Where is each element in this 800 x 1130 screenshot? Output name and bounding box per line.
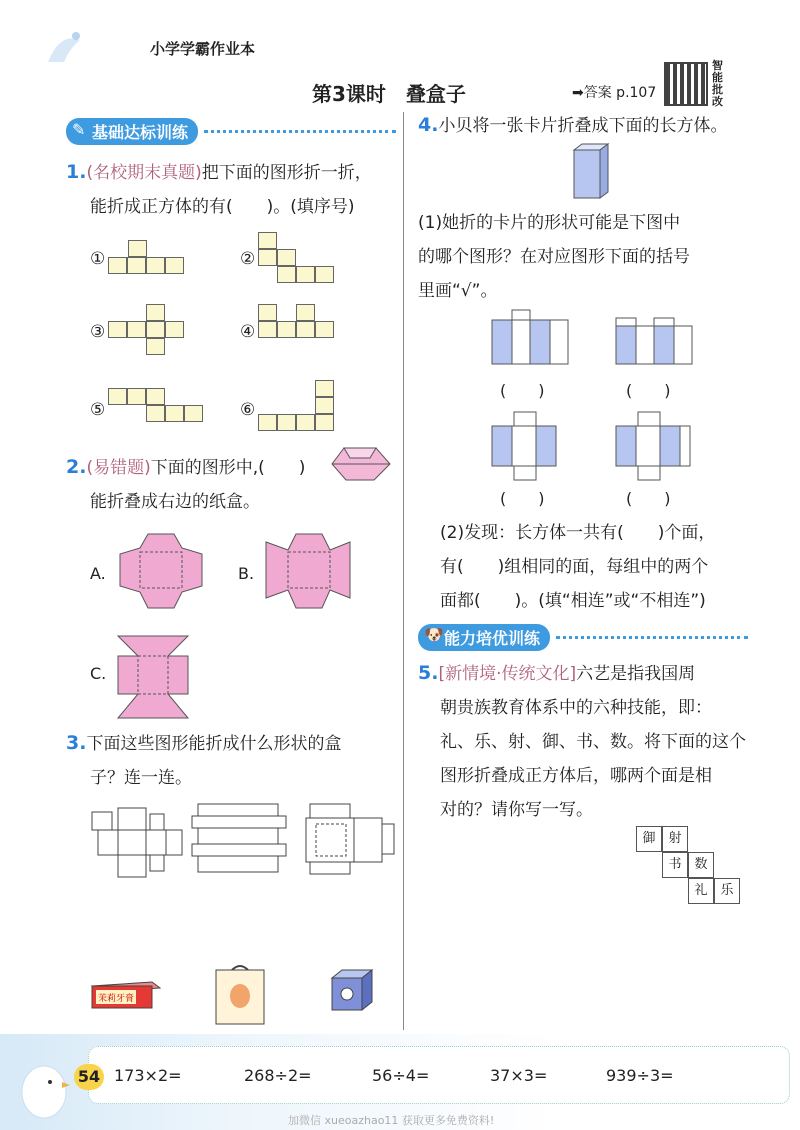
card-option-3[interactable] — [490, 410, 570, 486]
book-title: 小学学霸作业本 — [150, 40, 256, 58]
card-option-2[interactable] — [614, 316, 694, 372]
question-1: 1.(名校期末真题)把下面的图形折一折， 能折成正方体的有( )。(填序号) — [66, 161, 372, 217]
mental-math-1: 173×2= — [114, 1066, 182, 1085]
answer-paren-2[interactable]: ( ) — [626, 381, 671, 400]
question-3: 3.下面这些图形能折成什么形状的盒 子？连一连。 — [66, 732, 342, 788]
face-yu: 御 — [636, 826, 662, 852]
question-4: 4.小贝将一张卡片折叠成下面的长方体。 — [418, 114, 728, 136]
face-yue: 乐 — [714, 878, 740, 904]
question-4-part-1: (1)她折的卡片的形状可能是下图中 的哪个图形？在对应图形下面的括号 里画“√”。 — [418, 213, 690, 301]
pencil-icon: ✎ — [72, 119, 86, 139]
question-5: 5.[新情境·传统文化]六艺是指我国周 朝贵族教育体系中的六种技能，即： 礼、乐、射、御、书、数。将下面的这个 图形折叠成正方体后，哪两个面是相 对的？请你写一写。 — [418, 662, 746, 820]
option-b[interactable]: B. — [238, 528, 358, 612]
card-option-4[interactable] — [614, 410, 694, 486]
answer-reference: ➡答案 p.107 — [572, 85, 657, 101]
option-a[interactable]: A. — [90, 528, 210, 612]
qr-code[interactable] — [664, 62, 708, 106]
arrow-right-icon: ➡ — [572, 85, 584, 101]
cuboid-illustration — [568, 144, 612, 204]
net-1: ① — [90, 236, 220, 296]
section-header-advanced: 🐶 能力培优训练 — [418, 624, 748, 650]
cube-box[interactable] — [326, 966, 376, 1020]
answer-paren-4[interactable]: ( ) — [626, 489, 671, 508]
box-net-2[interactable] — [190, 800, 290, 884]
mental-math-4: 37×3= — [490, 1066, 548, 1085]
footer-practice-box — [88, 1046, 790, 1104]
lesson-title: 第3课时 叠盒子 — [312, 82, 466, 106]
net-3: ③ — [90, 304, 230, 364]
column-divider — [403, 112, 404, 1030]
face-she: 射 — [662, 826, 688, 852]
face-shu: 书 — [662, 852, 688, 878]
watermark-text: 加微信 xueoazhao11 获取更多免费资料! — [288, 1114, 495, 1127]
bird-illustration — [14, 1052, 74, 1126]
toothpaste-box[interactable] — [92, 978, 162, 1014]
box-net-1[interactable] — [88, 800, 188, 884]
box-net-3[interactable] — [300, 800, 400, 884]
page-number-badge: 54 — [74, 1064, 104, 1090]
question-2: 2.(易错题)下面的图形中,( ) 能折叠成右边的纸盒。 — [66, 456, 306, 512]
paper-box-illustration — [330, 444, 392, 488]
net-5: ⑤ — [90, 384, 230, 444]
corner-decoration — [40, 22, 88, 70]
mental-math-2: 268÷2= — [244, 1066, 312, 1085]
svg-text:茉莉牙膏: 茉莉牙膏 — [98, 994, 135, 1004]
face-shu-math: 数 — [688, 852, 714, 878]
cube-net-six-arts — [636, 826, 746, 906]
answer-paren-1[interactable]: ( ) — [500, 381, 545, 400]
mental-math-5: 939÷3= — [606, 1066, 674, 1085]
card-option-1[interactable] — [490, 308, 570, 372]
qr-label: 智能批改 — [712, 59, 723, 108]
net-2: ② — [240, 230, 380, 290]
question-4-part-2: (2)发现：长方体一共有( )个面， 有( )组相同的面，每组中的两个 面都( )。(填“相连”或“不相连”) — [440, 523, 716, 611]
dog-icon: 🐶 — [424, 624, 444, 644]
mental-math-3: 56÷4= — [372, 1066, 430, 1085]
answer-paren-3[interactable]: ( ) — [500, 489, 545, 508]
net-4: ④ — [240, 304, 380, 364]
option-c[interactable]: C. — [90, 632, 210, 722]
gift-bag[interactable] — [210, 962, 270, 1032]
face-li: 礼 — [688, 878, 714, 904]
net-6: ⑥ — [240, 378, 380, 438]
section-header-basic: ✎ 基础达标训练 — [66, 118, 396, 144]
